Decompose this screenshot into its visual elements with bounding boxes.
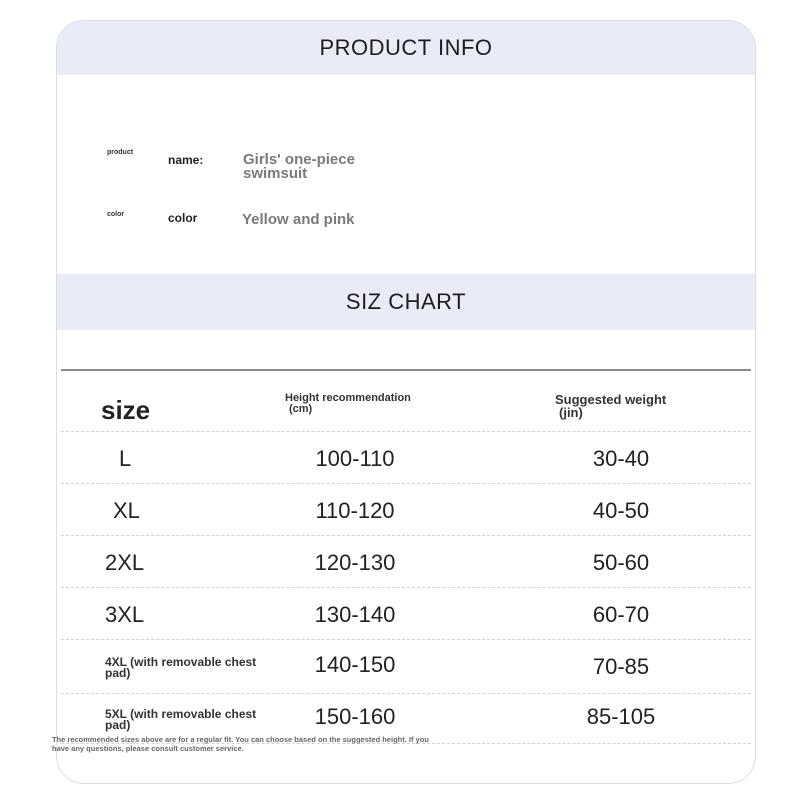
header-height [285,393,411,415]
weight-cell: 85-105 [586,704,656,729]
size-cell: 3XL [105,602,145,627]
size-cell: XL [113,498,140,523]
size-chart-header [57,274,755,330]
product-info-title: PRODUCT INFO [319,35,493,60]
table-row [57,484,755,536]
height-cell: 150-160 [314,704,396,729]
product-info-header [57,21,755,75]
weight-cell: 70-85 [592,654,650,679]
height-cell: 100-110 [315,446,395,471]
header-size: size [101,395,151,425]
size-cell: 4XL (with removable chest pad) [105,655,257,680]
height-cell: 110-120 [315,498,395,523]
height-cell: 120-130 [314,550,396,575]
height-cell: 130-140 [314,602,396,627]
weight-cell: 60-70 [592,602,650,627]
table-row [57,432,755,484]
header-weight-label: Suggested weight [555,392,667,407]
table-row [57,640,755,692]
fit-footnote: The recommended sizes above are for a regular fit. You can choose based on the suggested height. If you have any questions, please consult customer service. [52,735,429,753]
product-color-label: color [168,211,198,225]
table-row [57,588,755,640]
table-top-rule [61,369,751,371]
product-name-small-label: product [107,149,134,156]
header-weight-unit: (jin) [559,405,583,420]
product-name-value: Girls' one-piece swimsuit [243,151,355,182]
weight-cell: 40-50 [592,498,650,523]
header-height-label: Height recommendation [285,392,411,404]
height-cell: 140-150 [314,652,396,677]
product-color-small-label: color [107,211,125,218]
size-cell: L [119,446,132,471]
header-height-unit: (cm) [289,403,313,415]
size-chart-title: SIZ CHART [345,289,467,314]
size-cell: 2XL [105,550,145,575]
weight-cell: 30-40 [592,446,650,471]
size-cell: 5XL (with removable chest pad) [105,707,257,732]
product-info-card [56,20,756,784]
weight-cell: 50-60 [592,550,650,575]
product-name-label: name: [168,153,204,167]
header-weight [555,393,666,419]
product-color-value: Yellow and pink [242,211,355,228]
table-row [57,536,755,588]
